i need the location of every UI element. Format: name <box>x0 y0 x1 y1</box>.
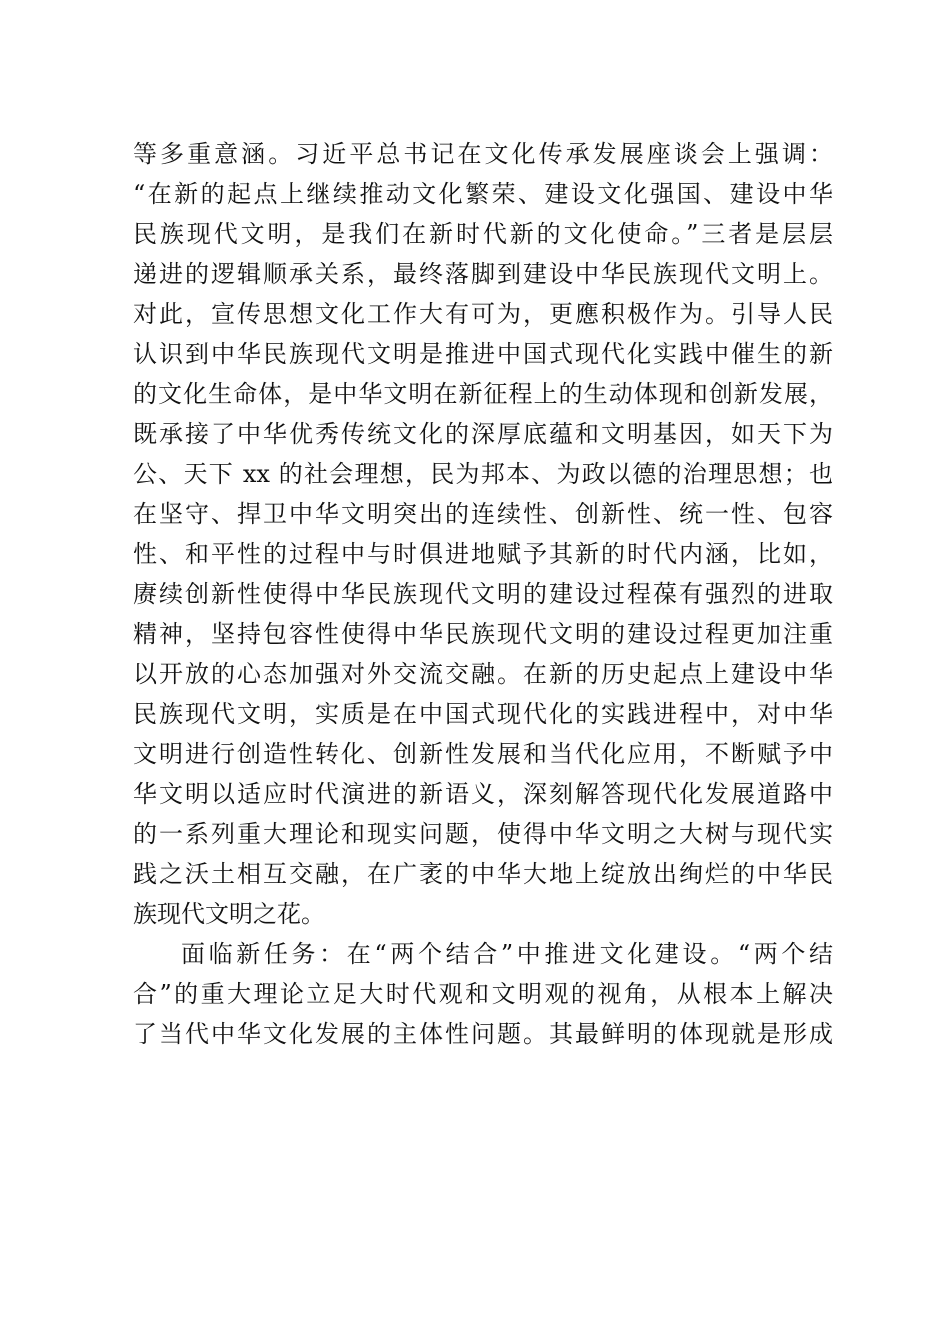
text-line: 赓续创新性使得中华民族现代文明的建设过程葆有强烈的进取 <box>133 580 833 608</box>
text-line: 的一系列重大理论和现实问题，使得中华文明之大树与现代实 <box>133 820 833 848</box>
text-line: 递进的逻辑顺承关系，最终落脚到建设中华民族现代文明上。 <box>133 260 833 288</box>
text-line: 的文化生命体，是中华文明在新征程上的生动体现和创新发展， <box>133 380 833 408</box>
text-line: 在坚守、捍卫中华文明突出的连续性、创新性、统一性、包容 <box>133 500 833 528</box>
paragraph-end-line: 族现代文明之花。 <box>133 900 325 928</box>
text-line: 文明进行创造性转化、创新性发展和当代化应用，不断赋予中 <box>133 740 833 768</box>
text-line: 民族现代文明，是我们在新时代新的文化使命。”三者是层层 <box>133 220 833 248</box>
text-line: 等多重意涵。习近平总书记在文化传承发展座谈会上强调： <box>133 140 833 168</box>
text-line: 既承接了中华优秀传统文化的深厚底蕴和文明基因，如天下为 <box>133 420 833 448</box>
text-line: 华文明以适应时代演进的新语义，深刻解答现代化发展道路中 <box>133 780 833 808</box>
text-line: 践之沃土相互交融，在广袤的中华大地上绽放出绚烂的中华民 <box>133 860 833 888</box>
text-line: 民族现代文明，实质是在中国式现代化的实践进程中，对中华 <box>133 700 833 728</box>
text-line: 公、天下 xx 的社会理想，民为邦本、为政以德的治理思想；也 <box>133 460 833 488</box>
body-text <box>133 134 833 1054</box>
text-line: 合”的重大理论立足大时代观和文明观的视角，从根本上解决 <box>133 980 833 1008</box>
text-line: 了当代中华文化发展的主体性问题。其最鲜明的体现就是形成 <box>133 1020 833 1048</box>
text-line: “在新的起点上继续推动文化繁荣、建设文化强国、建设中华 <box>133 180 833 208</box>
text-line: 认识到中华民族现代文明是推进中国式现代化实践中催生的新 <box>133 340 833 368</box>
text-line: 对此，宣传思想文化工作大有可为，更應积极作为。引导人民 <box>133 300 833 328</box>
text-line: 性、和平性的过程中与时俱进地赋予其新的时代内涵，比如， <box>133 540 833 568</box>
text-line: 以开放的心态加强对外交流交融。在新的历史起点上建设中华 <box>133 660 833 688</box>
text-line: 精神，坚持包容性使得中华民族现代文明的建设过程更加注重 <box>133 620 833 648</box>
paragraph-start-line: 面临新任务：在“两个结合”中推进文化建设。“两个结 <box>181 940 833 968</box>
